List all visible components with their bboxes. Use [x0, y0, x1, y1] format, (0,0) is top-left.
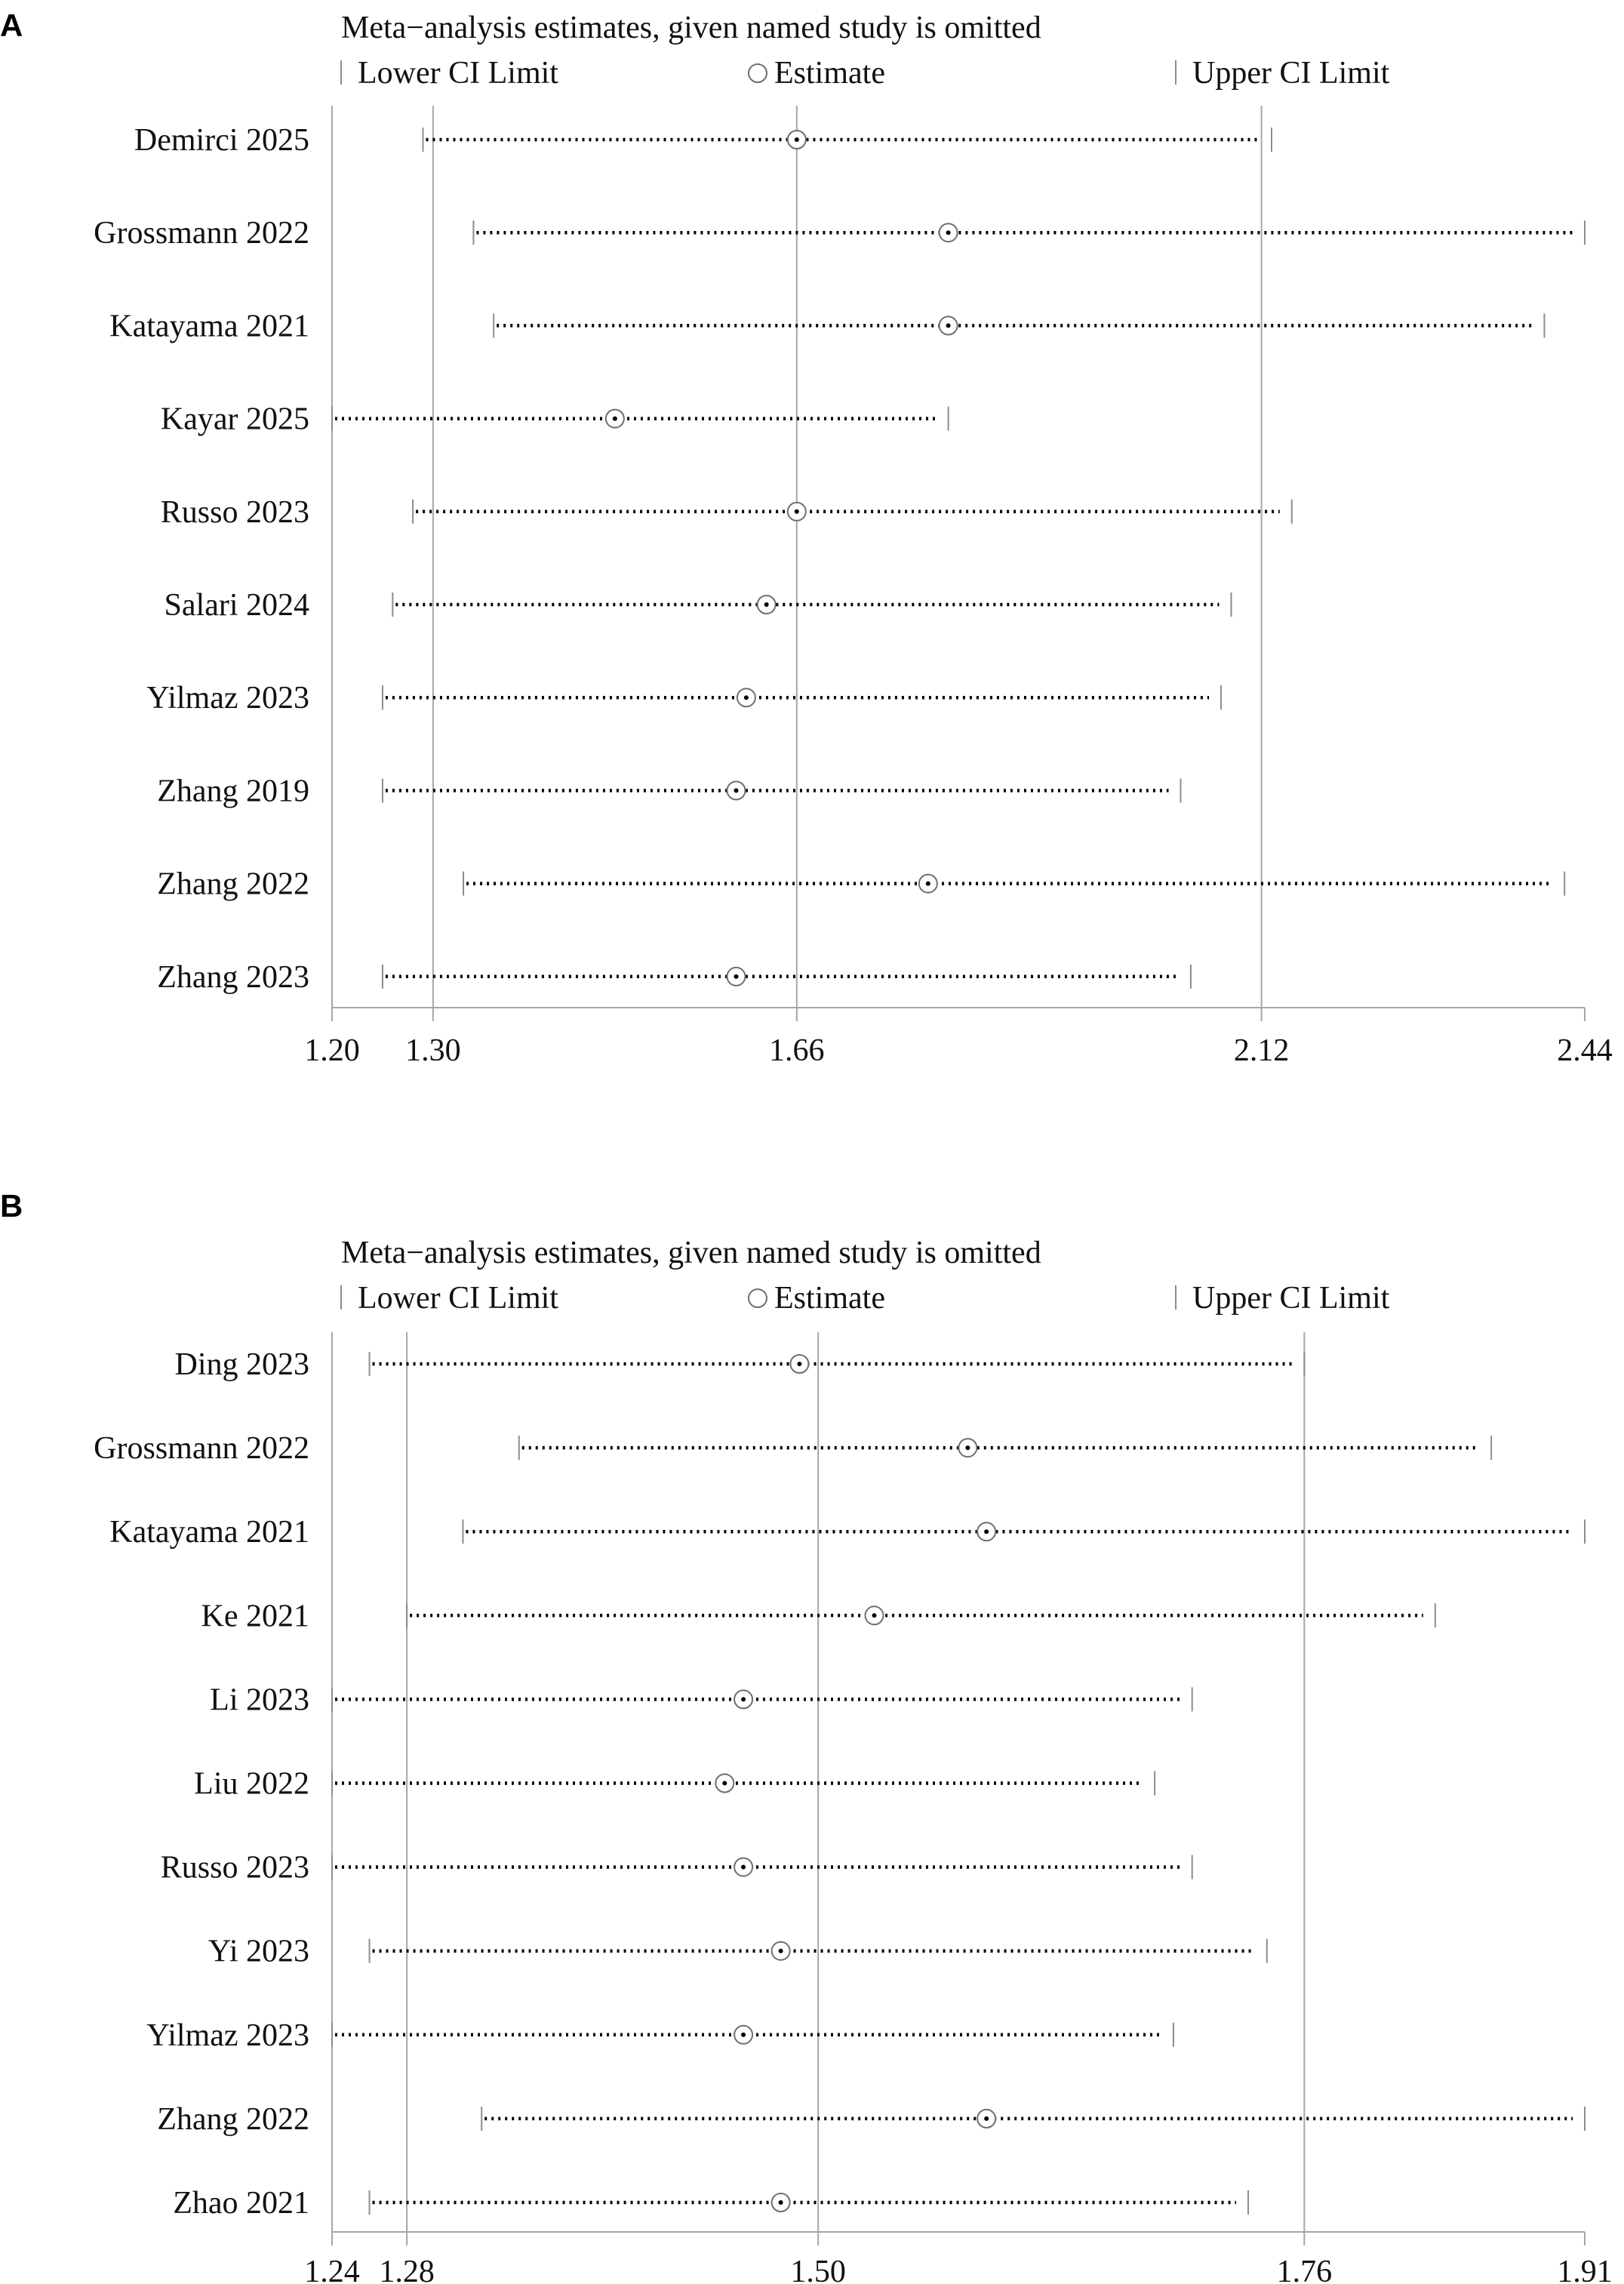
legend	[341, 56, 1390, 91]
x-tick-label: 1.28	[379, 2255, 435, 2284]
study-label: Russo 2023	[160, 1850, 309, 1885]
study-row	[208, 1935, 1267, 1969]
study-label: Grossmann 2022	[94, 216, 309, 251]
study-row	[94, 1431, 1491, 1466]
x-tick-label: 1.91	[1557, 2255, 1613, 2284]
chart-title: Meta−analysis estimates, given named study is omitted	[341, 1236, 1041, 1270]
legend-estimate-marker	[749, 1289, 767, 1307]
study-label: Zhang 2023	[157, 959, 309, 995]
study-label: Grossmann 2022	[94, 1431, 309, 1467]
estimate-dot	[984, 2116, 989, 2121]
estimate-dot	[741, 1865, 746, 1870]
study-label: Kayar 2025	[160, 402, 309, 437]
estimate-dot	[797, 1362, 801, 1366]
study-row	[109, 1515, 1585, 1550]
estimate-dot	[734, 788, 738, 793]
study-label: Liu 2022	[194, 1766, 309, 1802]
panel-label: A	[0, 8, 23, 43]
estimate-dot	[795, 509, 799, 514]
panel-b	[0, 1188, 1613, 2284]
x-tick-label: 1.20	[304, 1033, 360, 1068]
legend-estimate-marker	[749, 64, 767, 82]
study-label: Salari 2024	[164, 588, 309, 623]
legend-estimate-label: Estimate	[774, 56, 885, 91]
x-tick-label: 2.44	[1557, 1033, 1613, 1068]
study-label: Zhang 2022	[157, 867, 309, 902]
study-label: Demirci 2025	[134, 123, 309, 158]
x-tick-label: 1.76	[1276, 2255, 1333, 2284]
estimate-dot	[946, 323, 951, 328]
study-row	[194, 1767, 1155, 1802]
study-label: Zhang 2022	[157, 2101, 309, 2137]
study-row	[146, 681, 1221, 716]
estimate-dot	[764, 602, 769, 607]
legend-lower-label: Lower CI Limit	[358, 1281, 558, 1316]
study-row	[157, 2102, 1585, 2137]
x-tick-label: 1.50	[790, 2255, 846, 2284]
study-label: Ding 2023	[174, 1347, 309, 1382]
study-row	[161, 495, 1292, 530]
estimate-dot	[779, 1949, 783, 1953]
study-label: Yilmaz 2023	[146, 2018, 309, 2053]
study-row	[157, 774, 1180, 808]
x-tick-label: 2.12	[1233, 1033, 1290, 1068]
study-label: Zhao 2021	[173, 2186, 309, 2221]
study-label: Ke 2021	[201, 1599, 309, 1634]
study-label: Yilmaz 2023	[146, 681, 309, 716]
study-label: Yi 2023	[208, 1934, 309, 1969]
estimate-dot	[722, 1781, 727, 1786]
x-tick-label: 1.66	[769, 1033, 825, 1068]
x-tick-label: 1.30	[405, 1033, 461, 1068]
estimate-dot	[779, 2200, 783, 2205]
x-tick-label: 1.24	[304, 2255, 360, 2284]
estimate-dot	[872, 1613, 877, 1618]
estimate-dot	[946, 230, 951, 235]
study-label: Katayama 2021	[109, 309, 309, 344]
panel-label: B	[0, 1188, 23, 1224]
estimate-dot	[741, 2033, 746, 2037]
study-label: Russo 2023	[160, 494, 309, 530]
estimate-dot	[613, 417, 617, 421]
estimate-dot	[795, 137, 799, 142]
study-row	[161, 1851, 1192, 1885]
study-row	[173, 2186, 1248, 2221]
study-row	[165, 588, 1232, 623]
estimate-dot	[744, 695, 749, 700]
study-row	[94, 216, 1585, 251]
study-row	[210, 1682, 1192, 1717]
study-row	[134, 123, 1272, 158]
estimate-dot	[926, 882, 930, 886]
legend-estimate-label: Estimate	[774, 1281, 885, 1316]
study-label: Zhang 2019	[157, 774, 309, 809]
study-row	[157, 867, 1564, 902]
study-label: Katayama 2021	[109, 1515, 309, 1550]
legend-upper-label: Upper CI Limit	[1192, 1281, 1390, 1316]
study-row	[157, 960, 1191, 995]
study-row	[161, 402, 949, 437]
estimate-dot	[965, 1445, 970, 1450]
estimate-dot	[984, 1529, 989, 1534]
panel-a	[0, 8, 1613, 1068]
legend-lower-label: Lower CI Limit	[358, 56, 558, 91]
study-row	[109, 309, 1544, 343]
estimate-dot	[734, 974, 738, 979]
study-row	[146, 2018, 1173, 2053]
chart-title: Meta−analysis estimates, given named study is omitted	[341, 11, 1041, 45]
legend-upper-label: Upper CI Limit	[1192, 56, 1390, 91]
legend	[341, 1281, 1390, 1316]
study-row	[175, 1347, 1305, 1382]
estimate-dot	[741, 1697, 746, 1701]
study-label: Li 2023	[210, 1682, 309, 1718]
